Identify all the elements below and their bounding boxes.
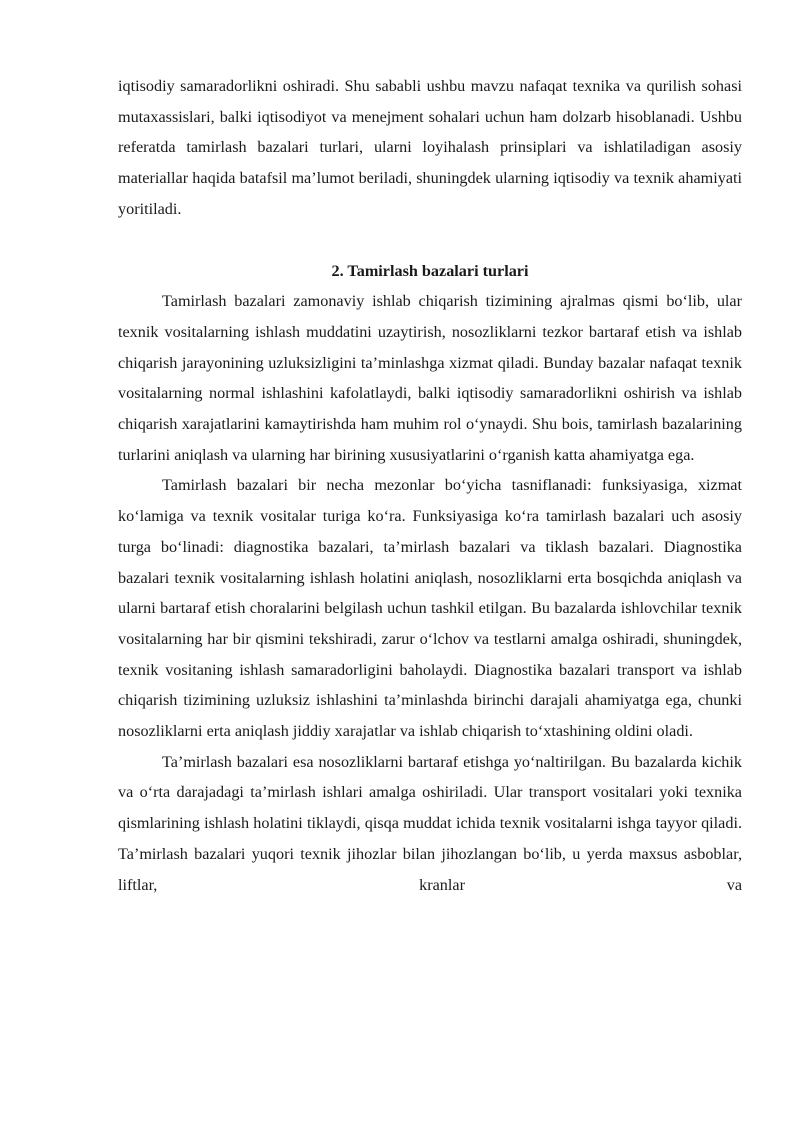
- document-page: [118, 71, 742, 900]
- paragraph-classification: Tamirlash bazalari bir necha mezonlar bo‘yicha tasniflanadi: funksiyasiga, xizmat ko‘lamiga va texnik vositalar turiga ko‘ra. Funksiyasiga ko‘ra tamirlash bazalari uch asosiy turga bo‘linadi: diagnostika bazalari, ta’mirlash bazalari va tiklash bazalari. Diagnostika bazalari texnik vositalarning ishlash holatini aniqlash, nosozliklarni erta bosqichda aniqlash va ularni bartaraf etish choralarini belgilash uchun tashkil etilgan. Bu bazalarda ishlovchilar texnik vositalarning har bir qismini tekshiradi, zarur o‘lchov va testlarni amalga oshiradi, shuningdek, texnik vositaning ishlash samaradorligini baholaydi. Diagnostika bazalari transport va ishlab chiqarish tizimining uzluksiz ishlashini ta’minlashda birinchi darajali ahamiyatga ega, chunki nosozliklarni erta aniqlash jiddiy xarajatlar va ishlab chiqarish to‘xtashining oldini oladi.: [118, 476, 742, 741]
- paragraph-repair-bases-overview: Tamirlash bazalari zamonaviy ishlab chiqarish tizimining ajralmas qismi bo‘lib, ular texnik vositalarning ishlash muddatini uzaytirish, nosozliklarni tezkor bartaraf etish va ishlab chiqarish jarayonining uzluksizligini ta’minlashga xizmat qiladi. Bunday bazalar nafaqat texnik vositalarning normal ishlashini kafolatlaydi, balki iqtisodiy samaradorlikni oshirish va ishlab chiqarish xarajatlarini kamaytirishda ham muhim rol o‘ynaydi. Shu bois, tamirlash bazalarining turlarini aniqlash va ularning har birining xususiyatlarini o‘rganish katta ahamiyatga ega.: [118, 292, 742, 464]
- section-heading: 2. Tamirlash bazalari turlari: [331, 261, 529, 280]
- paragraph-repair-bases-detail: Ta’mirlash bazalari esa nosozliklarni bartaraf etishga yo‘naltirilgan. Bu bazalarda kichik va o‘rta darajadagi ta’mirlash ishlari amalga oshiriladi. Ular transport vositalari yoki texnika qismlarining ishlash holatini tiklaydi, qisqa muddat ichida texnik vositalarni ishga tayyor qiladi. Ta’mirlash bazalari yuqori texnik jihozlar bilan jihozlangan bo‘lib, u yerda maxsus asboblar, liftlar, kranlar va: [118, 752, 742, 894]
- paragraph-intro-continuation: iqtisodiy samaradorlikni oshiradi. Shu sababli ushbu mavzu nafaqat texnika va qurilish sohasi mutaxassislari, balki iqtisodiyot va menejment sohalari uchun ham dolzarb hisoblanadi. Ushbu referatda tamirlash bazalari turlari, ularni loyihalash prinsiplari va ishlatiladigan asosiy materiallar haqida batafsil ma’lumot beriladi, shuningdek ularning iqtisodiy va texnik ahamiyati yoritiladi.: [118, 77, 742, 218]
